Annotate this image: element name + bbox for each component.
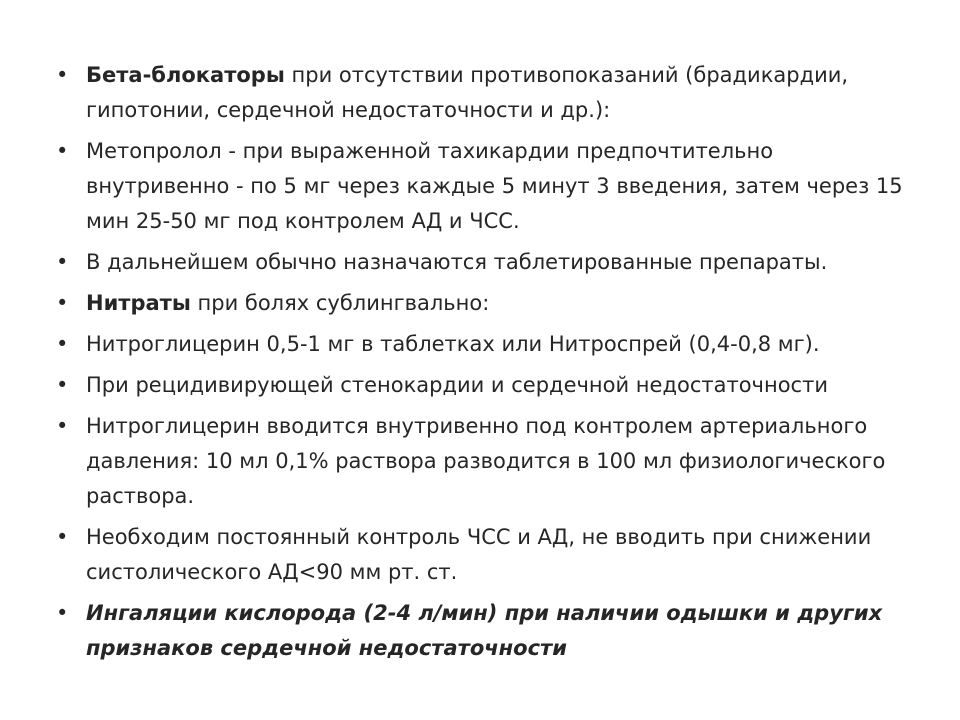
list-item-tablets [56, 245, 916, 280]
bullet-list [56, 58, 916, 672]
item-text: При рецидивирующей стенокардии и сердечной недостаточности [86, 373, 828, 397]
item-text: Нитроглицерин 0,5-1 мг в таблетках или Нитроспрей (0,4-0,8 мг). [86, 332, 820, 356]
list-item-beta-blockers [56, 58, 916, 128]
bullet-icon: • [56, 291, 69, 315]
list-item-nitroglycerin-tablets [56, 327, 916, 362]
item-bold-term: Нитраты [86, 291, 191, 315]
list-item-oxygen [56, 596, 916, 666]
item-text: при отсутствии противопоказаний (брадикардии, гипотонии, сердечной недостаточности и др.): [86, 63, 849, 122]
bullet-icon: • [56, 332, 69, 356]
list-item-monitoring [56, 520, 916, 590]
bullet-icon: • [56, 63, 69, 87]
item-bold-term: Бета-блокаторы [86, 63, 285, 87]
item-bold-italic-text: Ингаляции кислорода (2-4 л/мин) при наличии одышки и других признаков сердечной недостаточности [86, 601, 883, 660]
bullet-icon: • [56, 373, 69, 397]
item-text: В дальнейшем обычно назначаются таблетированные препараты. [86, 250, 828, 274]
item-text: Метопролол - при выраженной тахикардии предпочтительно внутривенно - по 5 мг через каждые 5 минут 3 введения, затем через 15 мин 25-50 мг под контролем АД и ЧСС. [86, 139, 903, 233]
list-item-nitrates [56, 286, 916, 321]
bullet-icon: • [56, 414, 69, 438]
bullet-icon: • [56, 525, 69, 549]
bullet-icon: • [56, 601, 69, 625]
list-item-recurrent-angina [56, 368, 916, 403]
list-item-metoprolol [56, 134, 916, 239]
item-text: при болях сублингвально: [190, 291, 490, 315]
item-text: Нитроглицерин вводится внутривенно под контролем артериального давления: 10 мл 0,1% раствора разводится в 100 мл физиологического раствора. [86, 414, 886, 508]
item-text: Необходим постоянный контроль ЧСС и АД, не вводить при снижении систолического АД<90 мм рт. ст. [86, 525, 872, 584]
bullet-icon: • [56, 139, 69, 163]
bullet-icon: • [56, 250, 69, 274]
list-item-nitroglycerin-iv [56, 409, 916, 514]
